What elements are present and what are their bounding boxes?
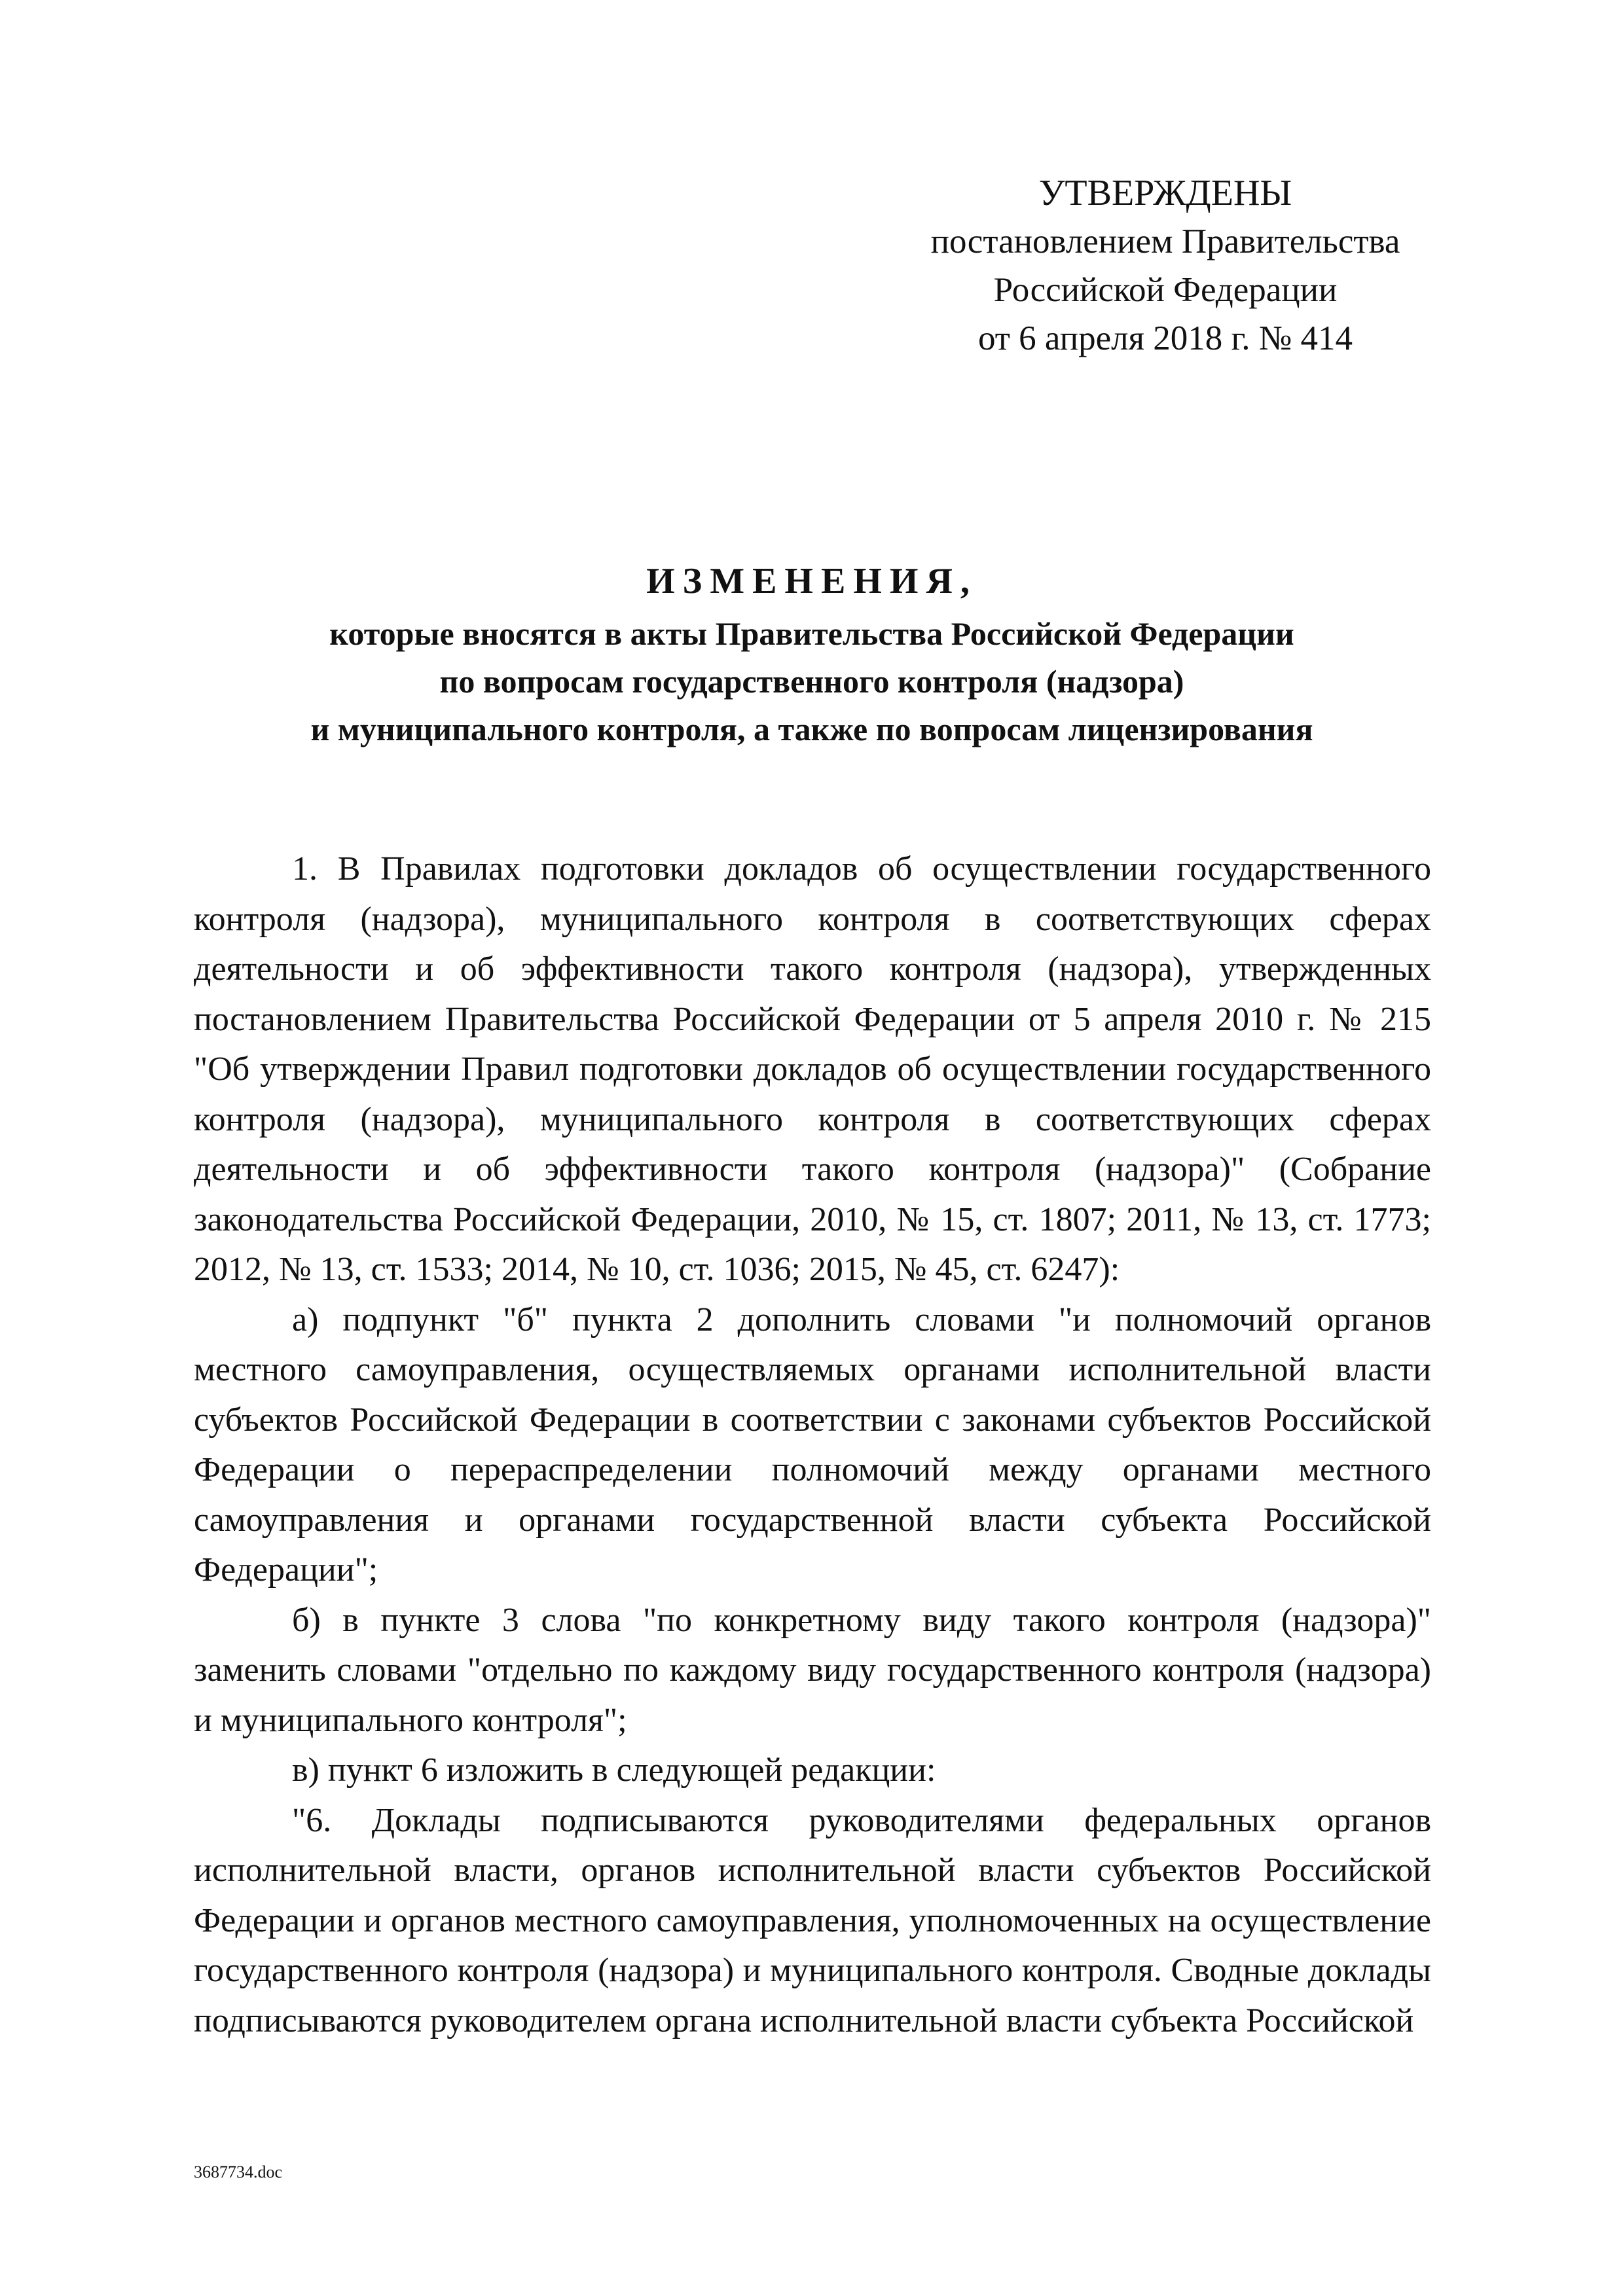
heading-line-3: и муниципального контроля, а также по вопросам лицензирования bbox=[310, 711, 1313, 747]
approval-line-3: от 6 апреля 2018 г. № 414 bbox=[977, 319, 1353, 357]
document-body bbox=[194, 844, 1431, 2046]
paragraph-v: в) пункт 6 изложить в следующей редакции: bbox=[292, 1751, 936, 1789]
approval-line-2: Российской Федерации bbox=[993, 271, 1338, 309]
heading-title: ИЗМЕНЕНИЯ, bbox=[646, 561, 977, 601]
paragraph-b: б) в пункте 3 слова "по конкретному виду такого контроля (надзора)" заменить словами "отдельно по каждому виду государственного контроля (надзора) и муниципального контроля"; bbox=[194, 1601, 1431, 1739]
paragraph-a: а) подпункт "б" пункта 2 дополнить словами "и полномочий органов местного самоуправления, осуществляемых органами исполнительной власти субъектов Российской Федерации в соответствии с законами субъектов Российской Федерации о перераспределении полномочий между органами местного самоуправления и органами государственной власти субъекта Российской Федерации"; bbox=[194, 1300, 1431, 1588]
approval-status: УТВЕРЖДЕНЫ bbox=[1038, 173, 1292, 213]
approval-block bbox=[871, 169, 1460, 363]
heading-line-1: которые вносятся в акты Правительства Российской Федерации bbox=[329, 615, 1294, 652]
document-heading bbox=[190, 555, 1434, 753]
paragraph-1: 1. В Правилах подготовки докладов об осуществлении государственного контроля (надзора), муниципального контроля в соответствующих сферах деятельности и об эффективности такого контроля (надзора), утвержденных постановлением Правительства Российской Федерации от 5 апреля 2010 г. № 215 "Об утверждении Правил подготовки докладов об осуществлении государственного контроля (надзора), муниципального контроля в соответствующих сферах деятельности и об эффективности такого контроля (надзора)" (Собрание законодательства Российской Федерации, 2010, № 15, ст. 1807; 2011, № 13, ст. 1773; 2012, № 13, ст. 1533; 2014, № 10, ст. 1036; 2015, № 45, ст. 6247): bbox=[194, 850, 1431, 1288]
heading-line-2: по вопросам государственного контроля (надзора) bbox=[439, 663, 1184, 700]
paragraph-6: "6. Доклады подписываются руководителями федеральных органов исполнительной власти, органов исполнительной власти субъектов Российской Федерации и органов местного самоуправления, уполномоченных на осуществление государственного контроля (надзора) и муниципального контроля. Сводные доклады подписываются руководителем органа исполнительной власти субъекта Российской bbox=[194, 1801, 1431, 2039]
footer-filename: 3687734.doc bbox=[194, 2162, 283, 2181]
approval-line-1: постановлением Правительства bbox=[930, 223, 1400, 260]
